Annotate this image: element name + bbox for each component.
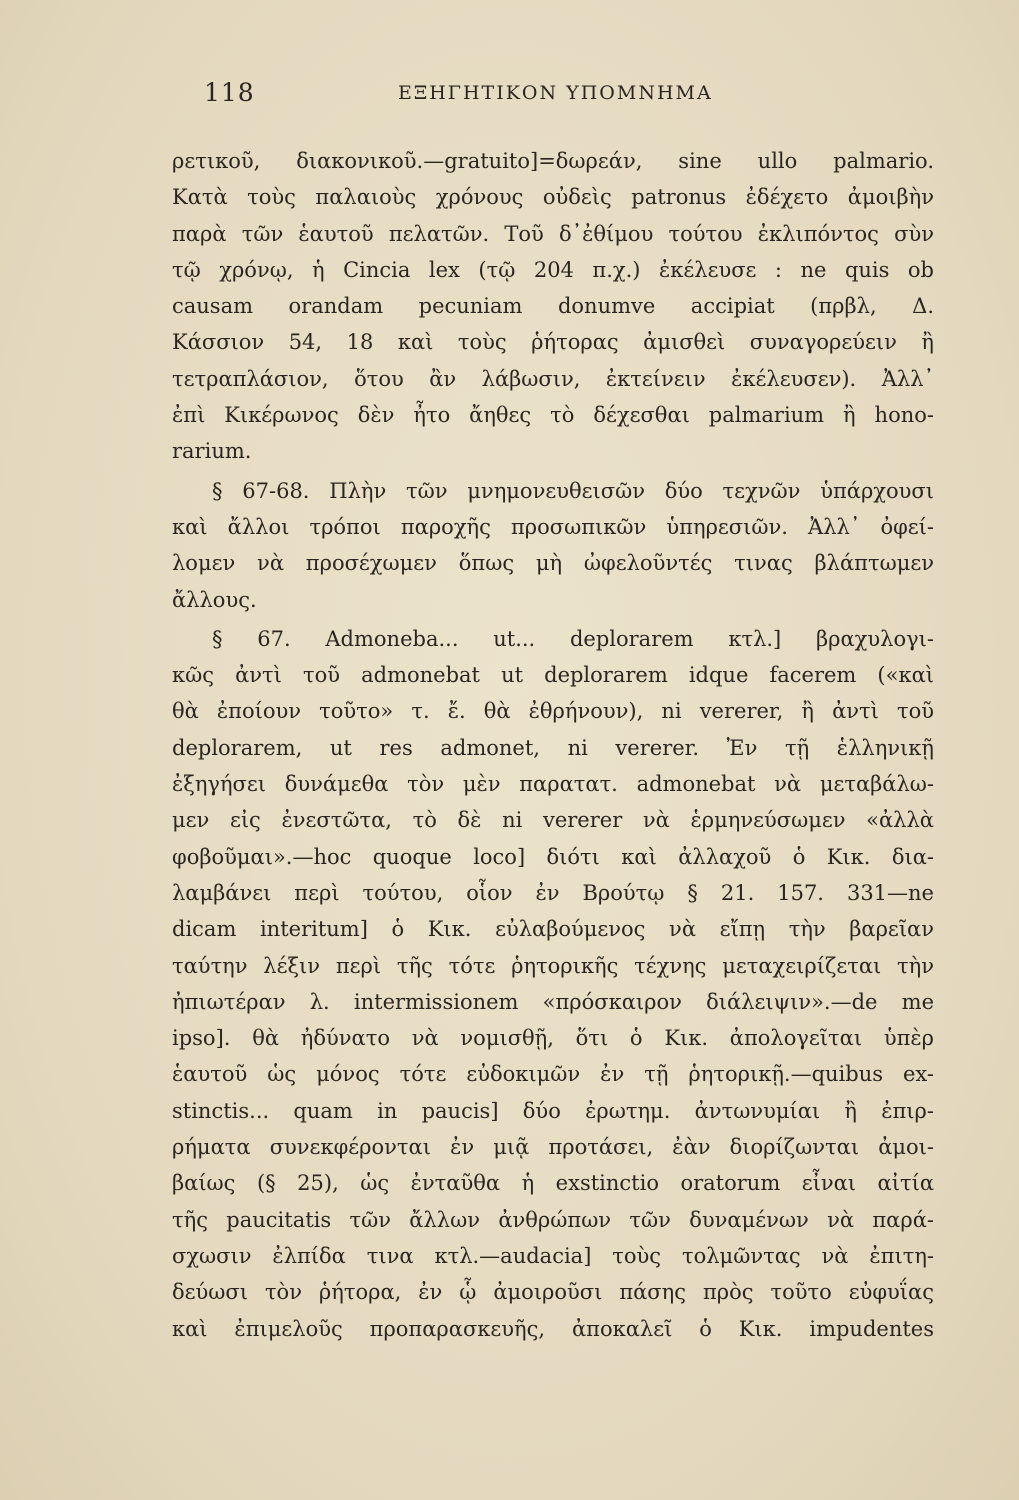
page-header xyxy=(170,78,940,118)
text-line: βαίως (§ 25), ὡς ἐνταῦθα ἡ exstinctio oratorum εἶναι αἰτία xyxy=(172,1171,934,1196)
text-line: λαμβάνει περὶ τούτου, οἷον ἐν Βρούτῳ § 21. 157. 331—ne xyxy=(172,880,934,905)
text-line: καὶ ἐπιμελοῦς προπαρασκευῆς, ἀποκαλεῖ ὁ Κικ. impudentes xyxy=(172,1316,934,1341)
section-heading-line: § 67. Admoneba... ut... deplorarem κτλ.] βραχυλογι- xyxy=(212,626,934,651)
text-line: stinctis... quam in paucis] δύο ἐρωτημ. ἀντωνυμίαι ἢ ἐπιρ- xyxy=(172,1098,934,1123)
section-heading-line: § 67-68. Πλὴν τῶν μνημονευθεισῶν δύο τεχνῶν ὑπάρχουσι xyxy=(212,478,934,503)
text-line: τῆς paucitatis τῶν ἄλλων ἀνθρώπων τῶν δυναμένων νὰ παρά- xyxy=(172,1207,934,1232)
text-line: Κάσσιον 54, 18 καὶ τοὺς ῥήτορας ἀμισθεὶ συναγορεύειν ἢ xyxy=(172,330,934,355)
text-line: ipso]. θὰ ἠδύνατο νὰ νομισθῇ, ὅτι ὁ Κικ. ἀπολογεῖται ὑπὲρ xyxy=(172,1026,934,1051)
text-line: rarium. xyxy=(172,439,252,464)
text-line: τῷ χρόνῳ, ἡ Cincia lex (τῷ 204 π.χ.) ἐκέλευσε : ne quis ob xyxy=(172,257,934,282)
text-line: ἠπιωτέραν λ. intermissionem «πρόσκαιρον διάλειψιν».—de me xyxy=(172,989,934,1014)
running-head: ΕΞΗΓΗΤΙΚΟΝ ΥΠΟΜΝΗΜΑ xyxy=(398,82,713,104)
text-line: τετραπλάσιον, ὅτου ἂν λάβωσιν, ἐκτείνειν ἐκέλευσεν). Ἀλλ᾽ xyxy=(172,366,934,391)
text-line: ταύτην λέξιν περὶ τῆς τότε ῥητορικῆς τέχνης μεταχειρίζεται τὴν xyxy=(172,953,934,978)
text-line: κῶς ἀντὶ τοῦ admonebat ut deplorarem idque facerem («καὶ xyxy=(172,663,934,688)
text-line: ἑαυτοῦ ὡς μόνος τότε εὐδοκιμῶν ἐν τῇ ῥητορικῇ.—quibus ex- xyxy=(172,1062,934,1087)
text-line: θὰ ἐποίουν τοῦτο» τ. ἔ. θὰ ἐθρήνουν), ni vererer, ἢ ἀντὶ τοῦ xyxy=(172,699,934,724)
text-line: καὶ ἄλλοι τρόποι παροχῆς προσωπικῶν ὑπηρεσιῶν. Ἀλλ᾽ ὀφεί- xyxy=(172,514,934,539)
text-line: δεύωσι τὸν ῥήτορα, ἐν ᾧ ἀμοιροῦσι πάσης πρὸς τοῦτο εὐφυΐας xyxy=(172,1280,934,1305)
text-line: causam orandam pecuniam donumve accipiat (πρβλ, Δ. xyxy=(172,294,934,319)
text-line: ρήματα συνεκφέρονται ἐν μιᾷ προτάσει, ἐὰν διορίζωνται ἀμοι- xyxy=(172,1135,934,1160)
text-line: dicam interitum] ὁ Κικ. εὐλαβούμενος νὰ εἴπῃ τὴν βαρεῖαν xyxy=(172,917,934,942)
commentary-text xyxy=(172,143,934,1347)
text-line: deplorarem, ut res admonet, ni vererer. Ἐν τῇ ἑλληνικῇ xyxy=(172,735,934,760)
text-line: Κατὰ τοὺς παλαιοὺς χρόνους οὐδεὶς patronus ἐδέχετο ἀμοιβὴν xyxy=(172,185,934,210)
text-line: ἐπὶ Κικέρωνος δὲν ἦτο ἄηθες τὸ δέχεσθαι palmarium ἢ hono- xyxy=(172,403,934,428)
text-line: παρὰ τῶν ἑαυτοῦ πελατῶν. Τοῦ δ᾽ἐθίμου τούτου ἐκλιπόντος σὺν xyxy=(172,221,934,246)
text-line: ἐξηγήσει δυνάμεθα τὸν μὲν παρατατ. admonebat νὰ μεταβάλω- xyxy=(172,772,934,797)
text-line: φοβοῦμαι».—hoc quoque loco] διότι καὶ ἀλλαχοῦ ὁ Κικ. δια- xyxy=(172,844,934,869)
text-line: μεν εἰς ἐνεστῶτα, τὸ δὲ ni vererer νὰ ἑρμηνεύσωμεν «ἀλλὰ xyxy=(172,808,934,833)
page-number: 118 xyxy=(204,78,255,107)
text-line: ρετικοῦ, διακονικοῦ.—gratuito]=δωρεάν, sine ullo palmario. xyxy=(172,149,934,173)
text-line: λομεν νὰ προσέχωμεν ὅπως μὴ ὠφελοῦντές τινας βλάπτωμεν xyxy=(172,551,934,576)
text-line: ἄλλους. xyxy=(172,587,257,612)
text-line: σχωσιν ἐλπίδα τινα κτλ.—audacia] τοὺς τολμῶντας νὰ ἐπιτη- xyxy=(172,1243,934,1268)
